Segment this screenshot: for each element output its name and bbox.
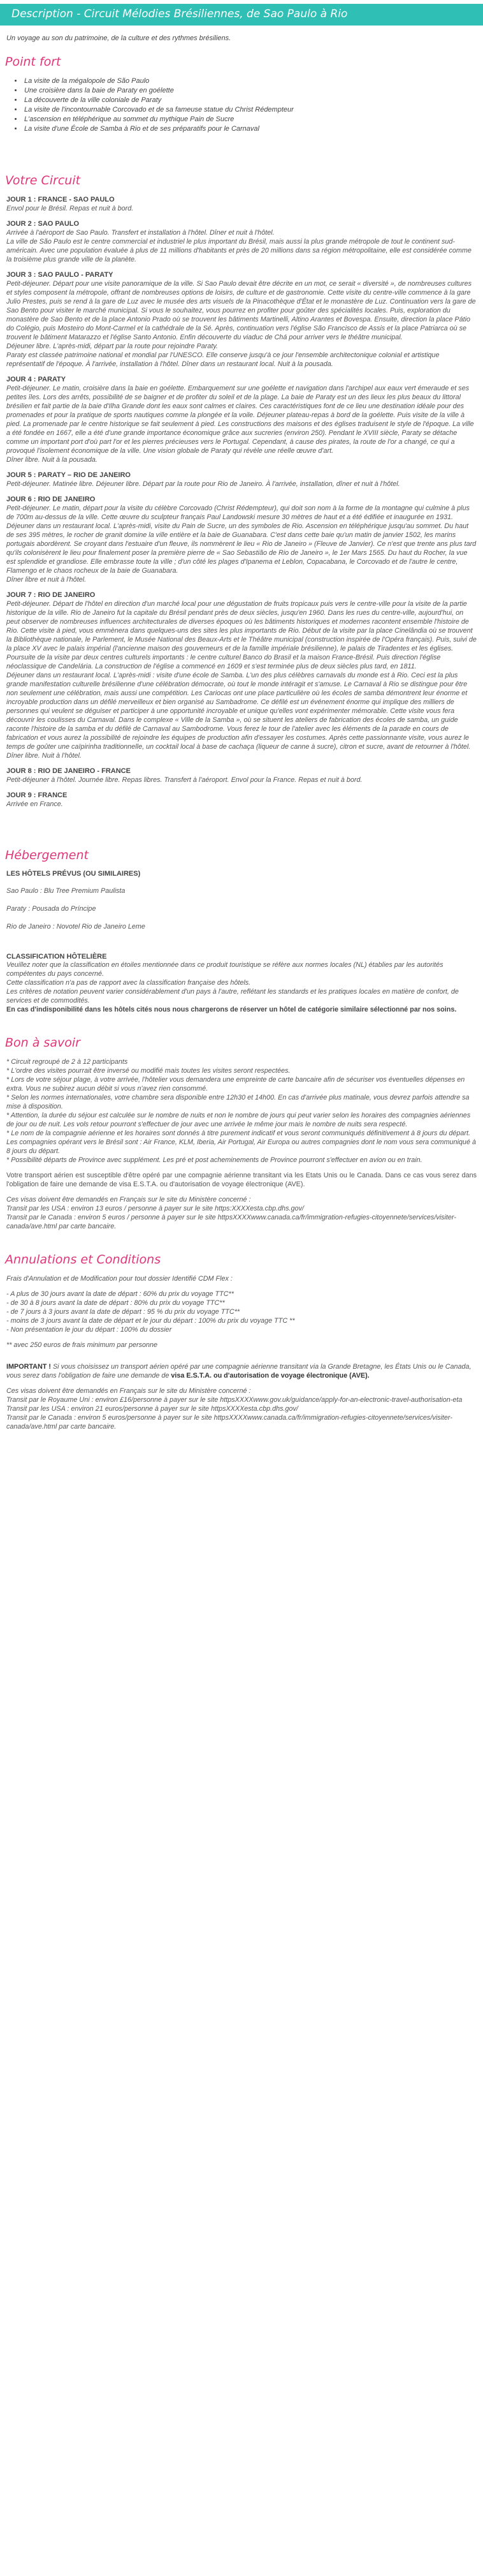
classification-bold-note: En cas d'indisponibilité dans les hôtels cités nous nous chargerons de réserver un hôtel de catégorie similaire sélectionné par nos soins. bbox=[6, 1006, 457, 1013]
hotel-item: Sao Paulo : Blu Tree Premium Paulista bbox=[6, 887, 126, 895]
day-text: Envol pour le Brésil. Repas et nuit à bord. bbox=[6, 205, 134, 212]
day-block bbox=[6, 471, 477, 489]
list-item: • Une croisière dans la baie de Paraty en goélette bbox=[23, 86, 483, 96]
day-text: Petit-déjeuner. Le matin, croisière dans la baie en goélette. Embarquement sur une goélette et navigation dans l'archipel aux eaux vert émeraude et ses petites îles. Lors des arrêts, possibilité de se baigner et de profiter du soleil et de la plage. La baie de Paraty est un des lieux les plus beaux du littoral brésilien et fait partie de la baie d'Ilha Grande dont les eaux sont calmes et claires. Ces caractéristiques font de ce lieu une destination idéale pour des promenades et pour la pratique de sports nautiques comme la plongée et la voile. Déjeuner plateau-repas à bord de la goélette. Puis visite de la ville à pied. La promenade par le centre historique se fait seulement à pied. Les constructions des maisons et des églises traduisent le style de l'époque. La ville a été fondée en 1667, elle a été d'une grande importance économique grâce aux sucreries (environ 250). Pendant le XVIII siècle, Paraty se détache comme un important port d'où part l'or et les pierres précieuses vers le Portugal. Cependant, à cause des pirates, la route de l'or a changé, ce qui a provoqué l'isolement économique de la ville. Une vision globale de Paraty qui révèle une réelle œuvre d'art. Dîner libre. Nuit à la pousada. bbox=[6, 385, 474, 464]
important-bold: visa E.S.T.A. ou d'autorisation de voyage électronique (AVE). bbox=[171, 1372, 370, 1380]
day-title: JOUR 1 : FRANCE - SAO PAULO bbox=[6, 196, 115, 203]
annulation-fees: - A plus de 30 jours avant la date de départ : 60% du prix du voyage TTC** - de 30 à 8 jours avant la date de départ : 80% du prix du voyage TTC** - de 7 jours à 3 jours avant la date de départ : 95 % du prix du voyage TTC** - moins de 3 jours avant la date de départ et le jour du départ : 100% du prix du voyage TTC ** - Non présentation le jour du départ : 100% du dossier bbox=[6, 1290, 295, 1334]
classification-title: CLASSIFICATION HÔTELIÈRE bbox=[6, 953, 107, 960]
day-text: Petit-déjeuner. Matinée libre. Déjeuner libre. Départ par la route pour Rio de Janeiro. À l'arrivée, installation, dîner et nuit à l'hôtel. bbox=[6, 480, 400, 488]
day-title: JOUR 3 : SAO PAULO - PARATY bbox=[6, 271, 113, 279]
hotels-title: LES HÔTELS PRÉVUS (OU SIMILAIRES) bbox=[6, 870, 141, 878]
day-text: Petit-déjeuner. Départ de l'hôtel en direction d'un marché local pour une dégustation de fruits tropicaux puis vers le centre-ville pour la visite de la partie historique de la ville. Rio de Janeiro fut la capitale du Brésil pendant près de deux siècles, jusqu'en 1960. Dans les rues du centre-ville, aujourd'hui, on peut observer de nombreuses influences architecturales de diverses époques où les bâtiments historiques et modernes racontent ensemble l'histoire de Rio. Cette visite à pied, vous emmènera dans quelques-uns des sites les plus importants de Rio. Début de la visite par la place Cinelândia où se trouvent la Bibliothèque nationale, le Parlement, le Musée National des Beaux-Arts et le Théâtre municipal (construction inspirée de l'Opéra français). Puis, suivi de la place XV avec le palais impérial (l'ancienne maison des gouverneurs et de la famille impériale brésilienne), le palais de Tiradentes et les églises. Poursuite de la visite par deux centres culturels importants : le centre culturel Banco do Brasil et la maison France-Brésil. Puis direction l'église néoclassique de Candelária. La construction de l'église a commencé en 1609 et s'est terminée plus de deux siècles plus tard, en 1811. Déjeuner dans un restaurant local. L'après-midi : visite d'une école de Samba. L'un des plus célèbres carnavals du monde est à Rio. Ceci est la plus grande manifestation culturelle brésilienne d'une célébration démocrate, où tout le monde intéragit et s'amuse. Le Carnaval à Rio se distingue pour être non seulement une célébration, mais aussi une compétition. Les Cariocas ont une place particulière où les écoles de samba démontrent leur énorme et incroyable production dans un défilé merveilleux et bien organisé au Sambadrome. Ce défilé est un événement énorme qui implique des milliers de personnes qui veulent se déguiser et participer à une opportunité incroyable et unique qu'elles vont expérimenter mémorable. Cette visite vous fera découvrir les coulisses du Carnaval. Dans le complexe « Ville de la Samba », où se situent les ateliers de fabrication des écoles de samba, un guide raconte l'histoire de la samba et du défilé de Carnaval au Sambodrome. Vous ferez le tour de l'atelier avec les éléments de la parade en cours de fabrication et vous aurez la possibilité de rejoindre les équipes de production afin d'essayer les costumes. Après cette passionnante visite, vous aurez le temps de goûter une caïpirinha traditionnelle, un cocktail local à base de cachaça (liqueur de canne à sucre), citron et sucre, avant de retourner à l'hôtel. Dîner libre. Nuit à l'hôtel. bbox=[6, 600, 477, 760]
points-fort-heading: Point fort bbox=[5, 55, 61, 69]
hotel-item: Paraty : Pousada do Príncipe bbox=[6, 905, 96, 913]
bon-a-savoir-heading: Bon à savoir bbox=[5, 1036, 80, 1050]
classification-text: Veuillez noter que la classification en étoiles mentionnée dans ce produit touristique se réfère aux normes locales (NL) établies par les autorités compétentes du pays concerné. Cette classification n'a pas de rapport avec la classification française des hôtels. Les critères de notation peuvent varier considérablement d'un pays à l'autre, reflétant les standards et les pratiques locales en matière de confort, de services et de commodités. bbox=[6, 961, 459, 1005]
list-item: • La visite de la mégalopole de São Paulo bbox=[23, 77, 483, 86]
day-block bbox=[6, 375, 477, 464]
page-title: Description - Circuit Mélodies Brésiliennes, de Sao Paulo à Rio bbox=[0, 4, 483, 26]
day-title: JOUR 9 : FRANCE bbox=[6, 791, 68, 799]
day-text: Petit-déjeuner à l'hôtel. Journée libre. Repas libres. Transfert à l'aéroport. Envol pour la France. Repas et nuit à bord. bbox=[6, 776, 363, 784]
day-block bbox=[6, 591, 477, 760]
circuit-heading: Votre Circuit bbox=[5, 173, 81, 188]
list-item: • La visite de l'incontournable Corcovado et de sa fameuse statue du Christ Rédempteur bbox=[23, 105, 483, 115]
list-item: • La découverte de la ville coloniale de Paraty bbox=[23, 96, 483, 105]
day-title: JOUR 7 : RIO DE JANEIRO bbox=[6, 591, 96, 599]
visa-info: Ces visas doivent être demandés en Français sur le site du Ministère concerné : Transit par les USA : environ 13 euros / personne à payer sur le site https:XXXXesta.cbp.dhs.gov/ Transit par le Canada : environ 5 euros / personne à payer sur le site httpsXXXXwww.canada.ca/fr/immigration-refugies-citoyennete/services/visiter-canada/ave.html par carte bancaire. bbox=[6, 1196, 456, 1230]
transit-notice: Votre transport aérien est susceptible d'être opéré par une compagnie aérienne transitant via les Etats Unis ou le Canada. Dans ce cas vous serez dans l'obligation de faire une demande de visa E.S.T.A. ou d'autorisation de voyage électronique (AVE). bbox=[6, 1172, 477, 1188]
day-block bbox=[6, 195, 477, 213]
list-item: • L'ascension en téléphérique au sommet du mythique Pain de Sucre bbox=[23, 115, 483, 124]
day-block bbox=[6, 219, 477, 264]
day-text: Arrivée à l'aéroport de Sao Paulo. Transfert et installation à l'hôtel. Dîner et nuit à l'hôtel. La ville de São Paulo est le centre commercial et industriel le plus important du Brésil, mais aussi la plus grande métropole de tout le continent sud-américain. Avec une population évaluée à plus de 11 millions d'habitants et près de 20 millions dans sa région métropolitaine, elle est considérée comme la troisième plus grande ville de la planète. bbox=[6, 229, 472, 263]
day-text: Arrivée en France. bbox=[6, 800, 63, 808]
points-fort-list bbox=[23, 77, 483, 134]
important-label: IMPORTANT ! bbox=[6, 1363, 51, 1371]
day-block bbox=[6, 270, 477, 369]
day-block bbox=[6, 791, 477, 809]
annulation-min-note: ** avec 250 euros de frais minimum par personne bbox=[6, 1341, 158, 1349]
day-title: JOUR 5 : PARATY – RIO DE JANEIRO bbox=[6, 471, 131, 479]
visa-sites: Ces visas doivent être demandés en Français sur le site du Ministère concerné : Transit par le Royaume Uni : environ £16/personne à payer sur le site httpsXXXXwww.gov.uk/guidance/apply-for-an-electronic-travel-authorisation-eta Transit par les USA : environ 21 euros/personne à payer sur le site httpsXXXXesta.cbp.dhs.gov/ Transit par le Canada : environ 5 euros/personne à payer sur le site httpsXXXXwww.canada.ca/fr/immigration-refugies-citoyennete/services/visiter-canada/ave.html par carte bancaire. bbox=[6, 1387, 463, 1431]
page bbox=[0, 4, 483, 1431]
day-text: Petit-déjeuner. Départ pour une visite panoramique de la ville. Si Sao Paulo devait être décrite en un mot, ce serait « diversité », de nombreuses cultures et styles composent la métropole, offrant de nombreuses options de loisirs, de culture et de gastronomie. Cette visite du centre-ville commence à la gare Julio Prestes, puis se rend à la gare de Luz avec le musée des arts visuels de la Pinacothèque d'État et le monastère de Luz. Continuation vers la gare de Sao Bento pour visiter le marché municipal. Si vous le souhaitez, vous pourrez en profiter pour goûter des spécialités locales. Puis, exploration du monastère de Sao Bento et de la place Antonio Prado où se trouvent les bâtiments Martinelli, Altino Arantes et Bovespa. Ensuite, direction la place Pátio do Colégio, puis Mosteiro do Mont-Carmel et la cathédrale de la Sé. Après, continuation vers l'église São Francisco de Assis et la place Patriarca où se trouvent le bâtiment Matarazzo et l'église Santo Antonio. Enfin découverte du viaduc de Chá pour arriver vers le théâtre municipal. Déjeuner libre. L'après-midi, départ par la route pour rejoindre Paraty. Paraty est classée patrimoine national et mondial par l'UNESCO. Elle conserve jusqu'à ce jour l'ensemble architectonique colonial et artistique représentatif de l'époque. À l'arrivée, installation à l'hôtel. Dîner dans un restaurant local. Nuit à la pousada. bbox=[6, 280, 476, 368]
day-title: JOUR 6 : RIO DE JANEIRO bbox=[6, 496, 96, 503]
intro-text: Un voyage au son du patrimoine, de la culture et des rythmes brésiliens. bbox=[6, 34, 231, 42]
hotels-list bbox=[6, 878, 477, 940]
bon-a-savoir-notes: * Circuit regroupé de 2 à 12 participants * L'ordre des visites pourrait être inversé ou modifié mais toutes les visites seront respectées. * Lors de votre séjour plage, à votre arrivée, l'hôtelier vous demandera une empreinte de carte bancaire afin de sécuriser vos éventuelles dépenses en extra. Vous ne subirez aucun débit si vous n'avez rien consommé. * Selon les normes internationales, votre chambre sera disponible entre 12h30 et 14h00. En cas d'arrivée plus matinale, vous devrez parfois attendre sa mise à disposition. * Attention, la durée du séjour est calculée sur le nombre de nuits et non le nombre de jours qui peut varier selon les horaires des compagnies aériennes de jour ou de nuit. Les vols retour pourront s'effectuer de jour avec une arrivée le même jour mais le nombre de nuits sera respecté. * Le nom de la compagnie aérienne et les horaires sont donnés à titre purement indicatif et vous seront communiqués définitivement à 8 jours du départ. Les compagnies opérant vers le Brésil sont : Air France, KLM, Iberia, Air Portugal, Air Europa ou autres compagnies dont le nom vous sera communiqué à 8 jours du départ. * Possibilité départs de Province avec supplément. Les pré et post acheminements de Province pourront s'effectuer en avion ou en train. bbox=[6, 1058, 476, 1164]
day-block bbox=[6, 495, 477, 584]
day-title: JOUR 8 : RIO DE JANEIRO - FRANCE bbox=[6, 767, 131, 775]
hebergement-heading: Hébergement bbox=[5, 848, 89, 862]
important-notice bbox=[6, 1362, 477, 1380]
day-title: JOUR 4 : PARATY bbox=[6, 376, 66, 383]
day-title: JOUR 2 : SAO PAULO bbox=[6, 220, 80, 228]
hotel-item: Rio de Janeiro : Novotel Rio de Janeiro Leme bbox=[6, 923, 145, 931]
annulations-heading: Annulations et Conditions bbox=[5, 1253, 161, 1267]
day-block bbox=[6, 767, 477, 784]
important-text: Si vous choisissez un transport aérien opéré par une compagnie aérienne transitant via la Grande Bretagne, les États Unis ou le Canada, vous serez dans l'obligation de faire une demande de bbox=[6, 1363, 472, 1380]
day-text: Petit-déjeuner. Le matin, départ pour la visite du célèbre Corcovado (Christ Rédempteur), qui doit son nom à la forme de la montagne qui culmine à plus de 700m au-dessus de la ville. Cette œuvre du sculpteur français Paul Landowski mesure 30 mètres de haut et a été édifiée et inaugurée en 1931. Déjeuner dans un restaurant local. L'après-midi, visite du Pain de Sucre, un des symboles de Rio. Ascension en téléphérique jusqu'au sommet. Du haut de ses 395 mètres, le rocher de granit domine la ville entière et la baie de Guanabara. C'est dans cette baie qu'un matin de janvier 1502, les marins portugais abordèrent. Se croyant dans l'estuaire d'un fleuve, ils nommèrent le lieu « Rio de Janeiro » (Fleuve de Janvier). Ce n'est que trente ans plus tard qu'ils colonisèrent le lieu pour finalement poser la première pierre de « Sao Sebastião de Rio de Janeiro », le 1er Mars 1565. Du haut du Rocher, la vue est splendide et grandiose. Elle embrasse toute la ville ; d'un côté les plages d'Ipanema et Leblon, Copacabana, le Corcovado et de l'autre le centre, Flamengo et le chaos rocheux de la baie de Guanabara. Dîner libre et nuit à l'hôtel. bbox=[6, 504, 477, 584]
list-item: • La visite d'une École de Samba à Rio et de ses préparatifs pour le Carnaval bbox=[23, 124, 483, 134]
annulation-intro: Frais d'Annulation et de Modification pour tout dossier Identifié CDM Flex : bbox=[6, 1275, 233, 1283]
